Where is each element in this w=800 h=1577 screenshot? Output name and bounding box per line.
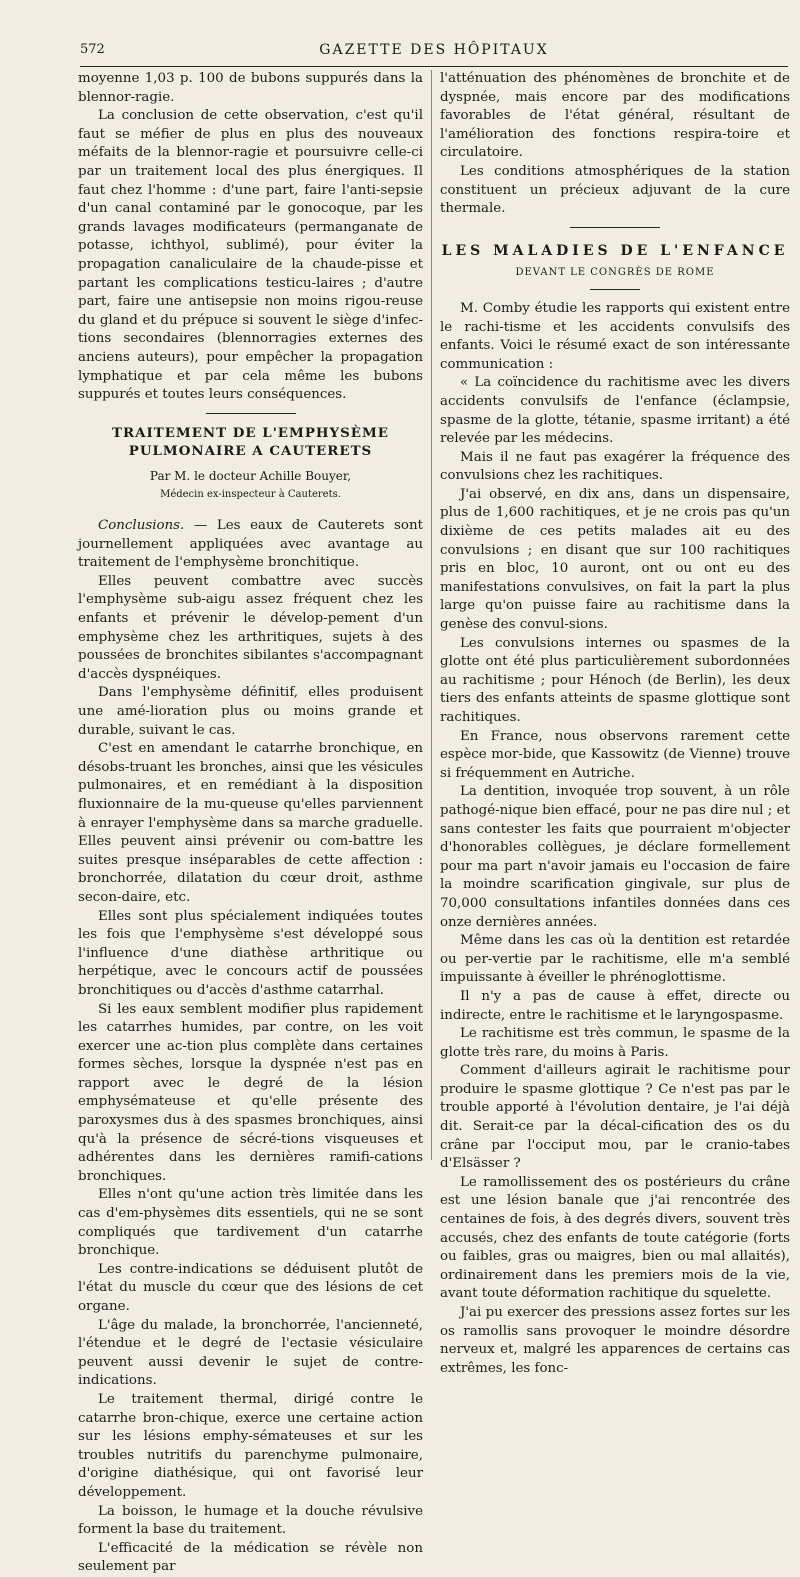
paragraph: « La coïncidence du rachitisme avec les divers accidents convulsifs de l'enfance (éclampsie, spasme de la glotte, tétanie, spasme irritant) a été relevée par les médecins. [440,375,790,447]
right-column [440,70,790,1378]
paragraph: J'ai pu exercer des pressions assez fortes sur les os ramollis sans provoquer le moindre désordre nerveux et, malgré les apparences de certains cas extrêmes, les fonc- [440,1305,790,1376]
author-role: Médecin ex-inspecteur à Cauterets. [160,489,341,501]
paragraph: L'efficacité de la médication se révèle non seulement par [78,1540,423,1575]
paragraph: En France, nous observons rarement cette espèce mor-bide, que Kassowitz (de Vienne) trouve si fréquemment en Autriche. [440,728,790,781]
paragraph: Elles n'ont qu'une action très limitée dans les cas d'em-physèmes dits essentiels, qui ne se sont compliqués que tardivement d'un catarrhe bronchique. [78,1187,423,1259]
paragraph: Le ramollissement des os postérieurs du crâne est une lésion banale que j'ai rencontrée des centaines de fois, à des degrés divers, souvent très accusés, chez des enfants de toute catégorie (forts ou faibles, gras ou maigres, bien ou mal allaités), ordinairement dans les premiers mois de la vie, avant toute déformation rachitique du squelette. [440,1174,790,1302]
paragraph: Comment d'ailleurs agirait le rachitisme pour produire le spasme glottique ? Ce n'est pas par le trouble apporté à l'évolution dentaire, je l'ai déjà dit. Serait-ce par la décal-cification des os du crâne par l'occiput mou, par le cranio-tabes d'Elsässer ? [440,1063,790,1172]
paragraph: Les contre-indications se déduisent plutôt de l'état du muscle du cœur que des lésions de cet organe. [78,1261,423,1314]
paragraph: l'atténuation des phénomènes de bronchite et de dyspnée, mais encore par des modifications favorables de l'état général, résultant de l'amélioration des fonctions respira-toire et circulatoire. [440,71,790,161]
page-number: 572 [80,42,105,57]
section-divider [570,227,660,228]
paragraph: Mais il ne faut pas exagérer la fréquence des convulsions chez les rachitiques. [440,449,790,484]
paragraph: Si les eaux semblent modifier plus rapidement les catarrhes humides, par contre, on les voit exercer une ac-tion plus complète dans certaines formes sèches, lorsque la dyspnée n'est pas en rapport avec le degré de la lésion emphysémateuse et qu'elle présente des paroxysmes dus à des spasmes bronchiques, ainsi qu'à la présence de sécré-tions visqueuses et adhérentes dans les dernières ramifi-cations bronchiques. [78,1001,423,1184]
paragraph: Les conditions atmosphériques de la station constituent un précieux adjuvant de la cure thermale. [440,163,790,217]
subtitle-divider [590,289,640,290]
page-header [80,40,788,66]
section-title: LES MALADIES DE L'ENFANCE [441,242,789,259]
paragraph: Les convulsions internes ou spasmes de la glotte ont été plus particulièrement subordonnées au rachitisme ; pour Hénoch (de Berlin), les deux tiers des enfants atteints de spasme glottique sont rachitiques. [440,635,790,725]
running-title: GAZETTE DES HÔPITAUX [319,42,549,58]
paragraph: La dentition, invoquée trop souvent, à un rôle pathogé-nique bien effacé, pour ne pas dire nul ; et sans contester les faits que pourraient m'objecter d'honorables collègues, je déclare formellement pour ma part n'avoir jamais eu l'occasion de faire la moindre scarification gingivale, sur plus de 70,000 consultations infantiles données dans ces onze dernières années. [440,784,790,930]
paragraph: Elles sont plus spécialement indiquées toutes les fois que l'emphysème s'est développé sous l'influence d'une diathèse arthritique ou herpétique, avec le concours actif de poussées bronchitiques ou d'accès d'asthme catarrhal. [78,908,423,998]
conclusions-text: — Les eaux de Cauterets sont journellement appliquées avec avantage au traitement de l'emphysème bronchitique. [78,518,423,571]
section-title: TRAITEMENT DE L'EMPHYSÈME PULMONAIRE A CAUTERETS [111,424,390,460]
paragraph: La conclusion de cette observation, c'est qu'il faut se méfier de plus en plus des nouveaux méfaits de la blennor-ragie et poursuivre celle-ci par un traitement local des plus énergiques. Il faut chez l'homme : d'une part, faire l'anti-sepsie d'un canal contaminé par le gonocoque, par les grands lavages modificateurs (permanganate de potasse, ichthyol, sublimé), pour éviter la propagation canaliculaire de la chaude-pisse et partant les complications testicu-laires ; d'autre part, faire une antisepsie non moins rigou-reuse du gland et du prépuce si souvent le siège d'infec-tions secondaires (blennorragies externes des anciens auteurs), pour empêcher la propagation lymphatique et par cela même les bubons suppurés et toutes leurs conséquences. [78,108,423,403]
conclusions-paragraph [78,517,423,573]
paragraph: La boisson, le humage et la douche révulsive forment la base du traitement. [78,1503,423,1538]
conclusions-label: Conclusions. [98,518,185,534]
paragraph: Dans l'emphysème définitif, elles produisent une amé-lioration plus ou moins grande et durable, suivant le cas. [78,685,423,738]
paragraph: Il n'y a pas de cause à effet, directe ou indirecte, entre le rachitisme et le laryngospasme. [440,988,790,1023]
header-rule [80,66,788,67]
paragraph: M. Comby étudie les rapports qui existent entre le rachi-tisme et les accidents convulsifs des enfants. Voici le résumé exact de son intéressante communication : [440,300,790,372]
section-divider [206,413,296,414]
section-subtitle: DEVANT LE CONGRÈS DE ROME [515,267,715,279]
paragraph: J'ai observé, en dix ans, dans un dispensaire, plus de 1,600 rachitiques, et je ne crois pas qu'un dixième de ces petits malades ait eu des convulsions ; en disant que sur 100 rachitiques pris en bloc, 10 auront, ont ou ont eu des manifestations convulsives, on fait la part la plus large qu'on puisse faire au rachitisme dans la genèse des convul-sions. [440,486,790,633]
paragraph: L'âge du malade, la bronchorrée, l'ancienneté, l'étendue et le degré de l'ectasie vésiculaire peuvent aussi devenir le sujet de contre-indications. [78,1317,423,1389]
author-line: Par M. le docteur Achille Bouyer, [149,468,352,483]
left-column [78,70,423,1577]
paragraph: Elles peuvent combattre avec succès l'emphysème sub-aigu assez fréquent chez les enfants et prévenir le dévelop-pement d'un emphysème chez les arthritiques, sujets à des poussées de bronchites sibilantes s'accompagnant d'accès dyspnéiques. [78,573,423,682]
column-divider [431,70,432,1160]
paragraph: Le traitement thermal, dirigé contre le catarrhe bron-chique, exerce une certaine action sur les lésions emphy-sémateuses et sur les troubles nutritifs du parenchyme pulmonaire, d'origine diathésique, qui ont favorisé leur développement. [78,1391,423,1500]
paragraph: C'est en amendant le catarrhe bronchique, en désobs-truant les bronches, ainsi que les vésicules pulmonaires, et en remédiant à la disposition fluxionnaire de la mu-queuse qu'elles parviennent à enrayer l'emphysème dans sa marche graduelle. Elles peuvent ainsi prévenir ou com-battre les suites presque inséparables de cette affection : bronchorrée, dilatation du cœur droit, asthme secon-daire, etc. [78,741,423,905]
paragraph: Le rachitisme est très commun, le spasme de la glotte très rare, du moins à Paris. [440,1026,790,1060]
paragraph: moyenne 1,03 p. 100 de bubons suppurés dans la blennor-ragie. [78,71,423,105]
paragraph: Même dans les cas où la dentition est retardée ou per-vertie par le rachitisme, elle m'a semblé impuissante à éveiller le phrénoglottisme. [440,933,790,986]
